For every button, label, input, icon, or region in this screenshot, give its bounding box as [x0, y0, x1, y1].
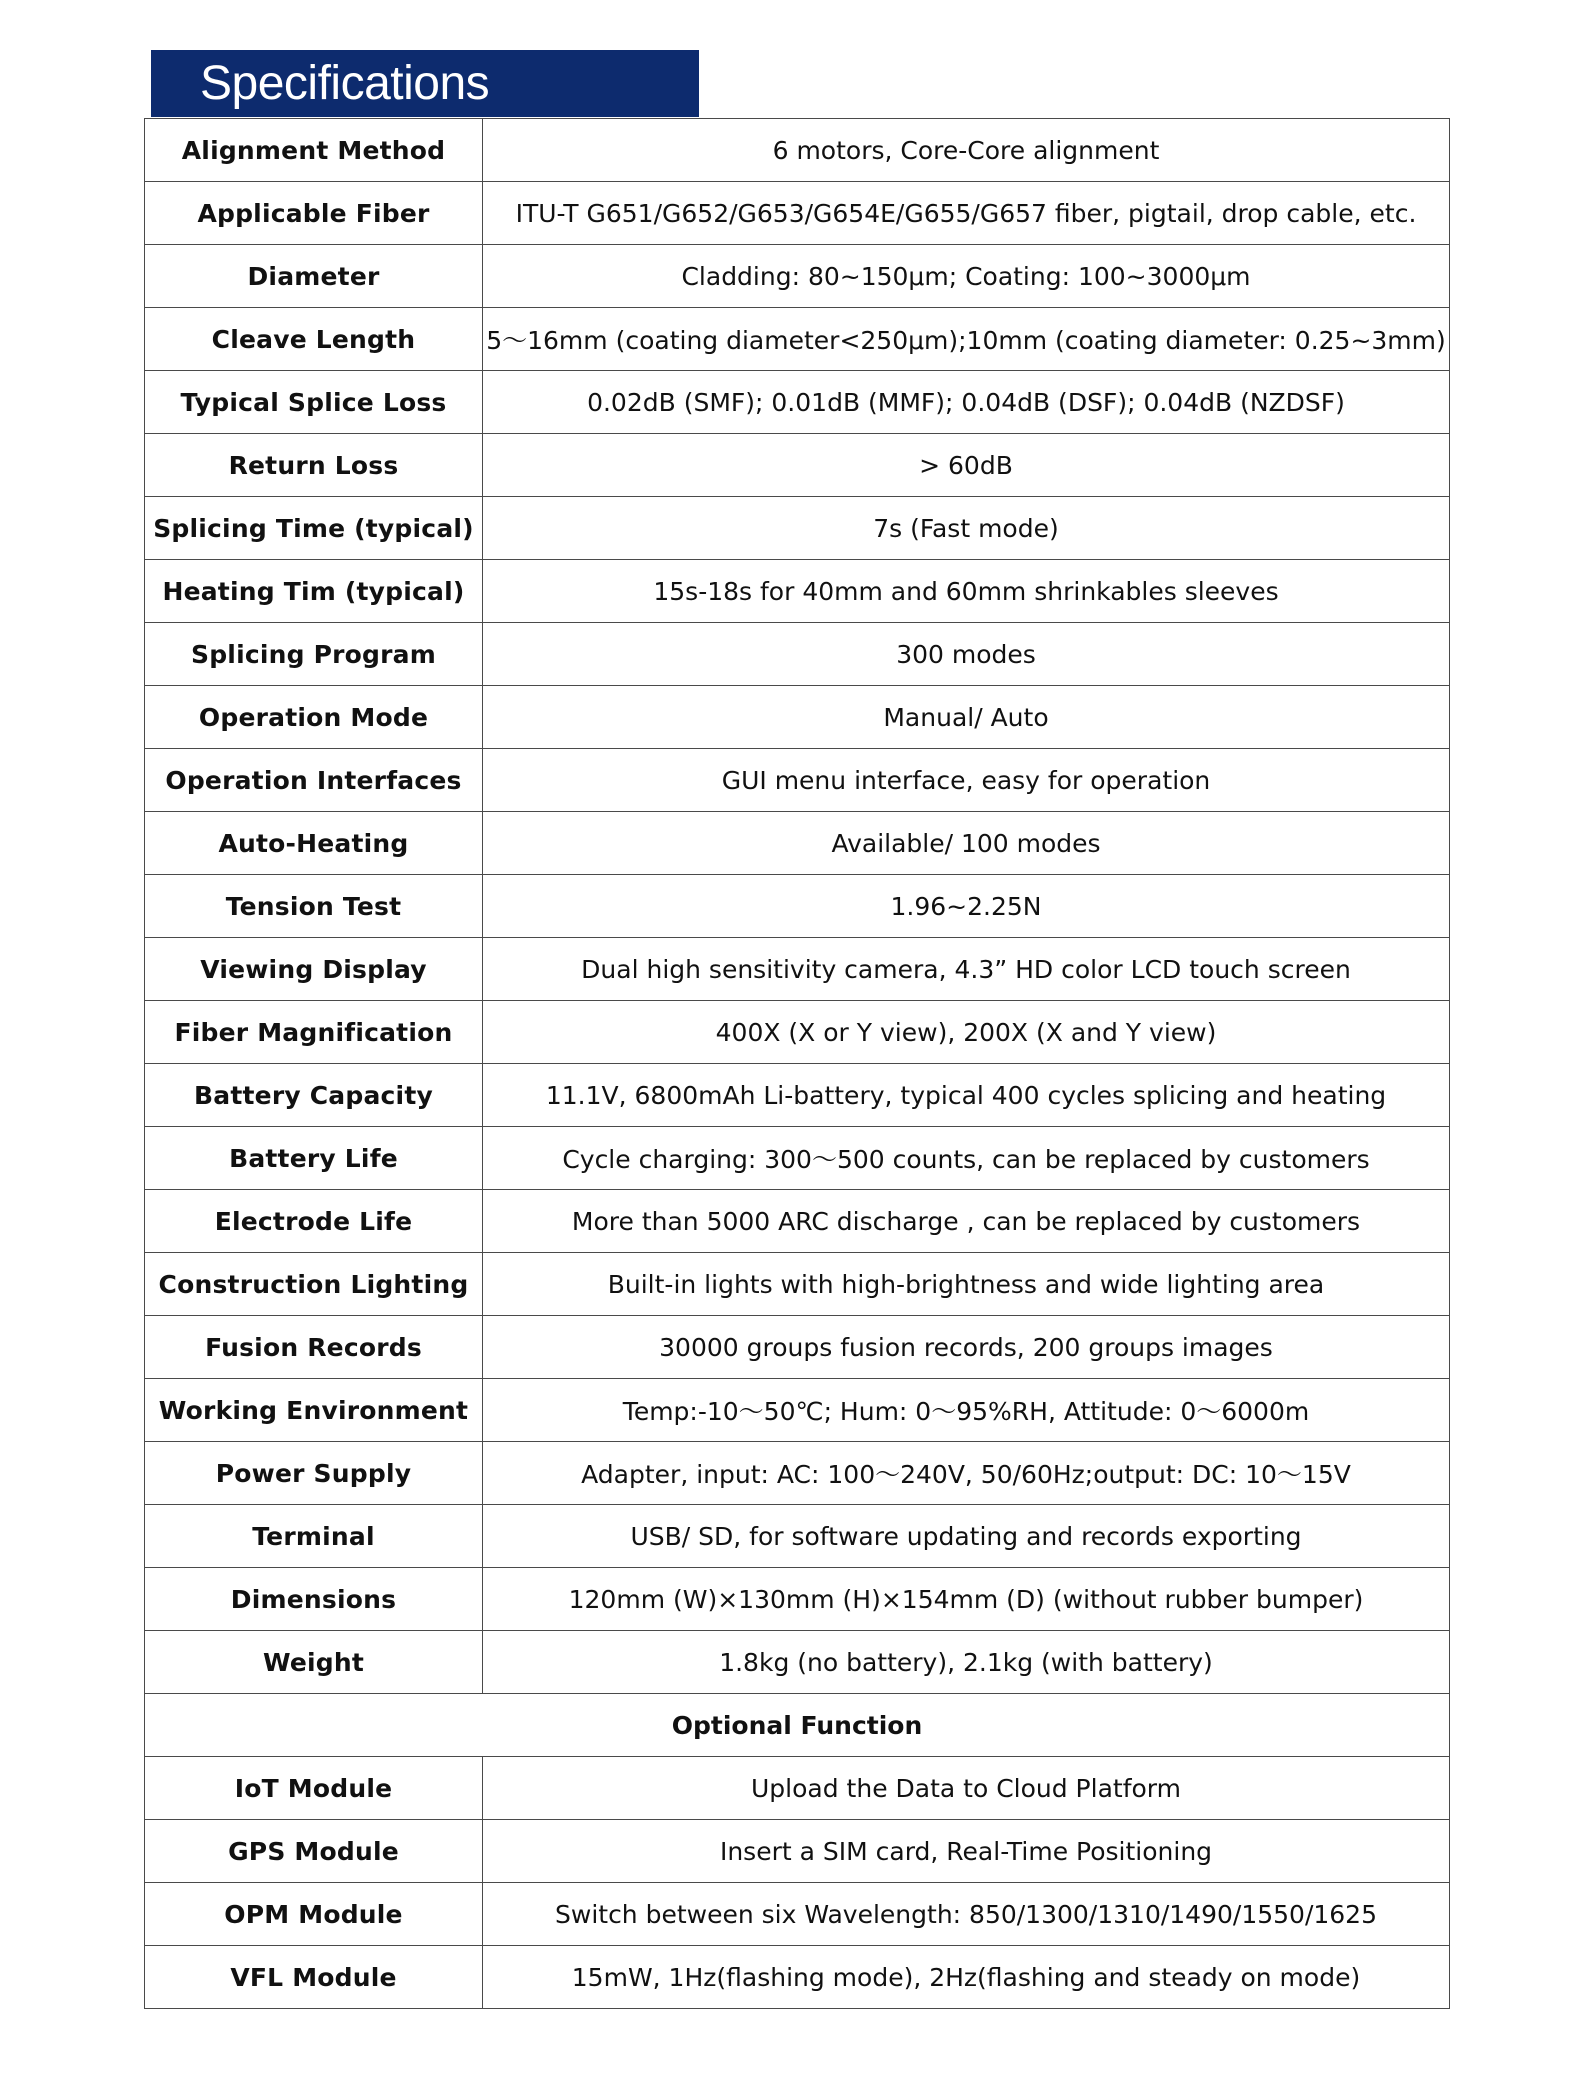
- spec-label: Battery Capacity: [145, 1064, 483, 1127]
- spec-row: [145, 371, 1450, 434]
- spec-label: Working Environment: [145, 1379, 483, 1442]
- spec-value: 15s-18s for 40mm and 60mm shrinkables sleeves: [483, 560, 1450, 623]
- spec-value: 0.02dB (SMF); 0.01dB (MMF); 0.04dB (DSF); 0.04dB (NZDSF): [483, 371, 1450, 434]
- spec-value: Available/ 100 modes: [483, 812, 1450, 875]
- spec-label: Construction Lighting: [145, 1253, 483, 1316]
- spec-value: Cladding: 80~150μm; Coating: 100~3000μm: [483, 245, 1450, 308]
- spec-label: Auto-Heating: [145, 812, 483, 875]
- spec-row: [145, 1001, 1450, 1064]
- spec-label: Battery Life: [145, 1127, 483, 1190]
- spec-row: [145, 1442, 1450, 1505]
- spec-value: 15mW, 1Hz(flashing mode), 2Hz(flashing and steady on mode): [483, 1946, 1450, 2009]
- spec-value: Built-in lights with high-brightness and wide lighting area: [483, 1253, 1450, 1316]
- spec-label: Electrode Life: [145, 1190, 483, 1253]
- spec-label: Applicable Fiber: [145, 182, 483, 245]
- optional-function-row: [145, 1694, 1450, 1757]
- spec-row: [145, 749, 1450, 812]
- spec-value: Manual/ Auto: [483, 686, 1450, 749]
- spec-value: 5～16mm (coating diameter<250μm);10mm (coating diameter: 0.25~3mm): [483, 308, 1450, 371]
- spec-row: [145, 1946, 1450, 2009]
- spec-label: Fiber Magnification: [145, 1001, 483, 1064]
- spec-value: 6 motors, Core-Core alignment: [483, 119, 1450, 182]
- spec-label: Alignment Method: [145, 119, 483, 182]
- spec-row: [145, 308, 1450, 371]
- spec-row: [145, 686, 1450, 749]
- specifications-header: [151, 50, 699, 117]
- spec-label: Operation Interfaces: [145, 749, 483, 812]
- spec-row: [145, 938, 1450, 1001]
- spec-label: Operation Mode: [145, 686, 483, 749]
- spec-label: Diameter: [145, 245, 483, 308]
- spec-value: Dual high sensitivity camera, 4.3” HD color LCD touch screen: [483, 938, 1450, 1001]
- spec-value: 7s (Fast mode): [483, 497, 1450, 560]
- spec-value: 11.1V, 6800mAh Li-battery, typical 400 cycles splicing and heating: [483, 1064, 1450, 1127]
- spec-row: [145, 119, 1450, 182]
- spec-value: 30000 groups fusion records, 200 groups images: [483, 1316, 1450, 1379]
- spec-row: [145, 1568, 1450, 1631]
- spec-row: [145, 497, 1450, 560]
- spec-value: More than 5000 ARC discharge , can be replaced by customers: [483, 1190, 1450, 1253]
- specifications-table: [144, 118, 1450, 2009]
- optional-function-heading: Optional Function: [145, 1694, 1450, 1757]
- spec-label: OPM Module: [145, 1883, 483, 1946]
- spec-row: [145, 1505, 1450, 1568]
- spec-row: [145, 560, 1450, 623]
- spec-value: USB/ SD, for software updating and records exporting: [483, 1505, 1450, 1568]
- spec-value: > 60dB: [483, 434, 1450, 497]
- spec-label: GPS Module: [145, 1820, 483, 1883]
- spec-value: 1.8kg (no battery), 2.1kg (with battery): [483, 1631, 1450, 1694]
- spec-label: Fusion Records: [145, 1316, 483, 1379]
- spec-label: Power Supply: [145, 1442, 483, 1505]
- spec-label: Tension Test: [145, 875, 483, 938]
- spec-value: Cycle charging: 300～500 counts, can be replaced by customers: [483, 1127, 1450, 1190]
- spec-label: Typical Splice Loss: [145, 371, 483, 434]
- spec-value: Temp:-10～50℃; Hum: 0～95%RH, Attitude: 0～6000m: [483, 1379, 1450, 1442]
- spec-row: [145, 1253, 1450, 1316]
- spec-label: Splicing Program: [145, 623, 483, 686]
- spec-value: GUI menu interface, easy for operation: [483, 749, 1450, 812]
- spec-row: [145, 1064, 1450, 1127]
- spec-label: Heating Tim (typical): [145, 560, 483, 623]
- spec-label: Splicing Time (typical): [145, 497, 483, 560]
- spec-row: [145, 245, 1450, 308]
- spec-row: [145, 623, 1450, 686]
- spec-value: Upload the Data to Cloud Platform: [483, 1757, 1450, 1820]
- spec-value: Adapter, input: AC: 100～240V, 50/60Hz;output: DC: 10～15V: [483, 1442, 1450, 1505]
- spec-row: [145, 812, 1450, 875]
- spec-label: Viewing Display: [145, 938, 483, 1001]
- spec-row: [145, 1127, 1450, 1190]
- spec-row: [145, 875, 1450, 938]
- spec-label: Weight: [145, 1631, 483, 1694]
- spec-label: IoT Module: [145, 1757, 483, 1820]
- spec-value: 300 modes: [483, 623, 1450, 686]
- spec-row: [145, 1379, 1450, 1442]
- spec-row: [145, 434, 1450, 497]
- spec-value: Switch between six Wavelength: 850/1300/1310/1490/1550/1625: [483, 1883, 1450, 1946]
- spec-row: [145, 1190, 1450, 1253]
- spec-label: VFL Module: [145, 1946, 483, 2009]
- spec-row: [145, 1757, 1450, 1820]
- spec-row: [145, 182, 1450, 245]
- spec-label: Return Loss: [145, 434, 483, 497]
- spec-row: [145, 1883, 1450, 1946]
- page-title: Specifications: [200, 57, 490, 110]
- spec-row: [145, 1820, 1450, 1883]
- spec-value: 1.96~2.25N: [483, 875, 1450, 938]
- spec-value: 120mm (W)×130mm (H)×154mm (D) (without rubber bumper): [483, 1568, 1450, 1631]
- spec-value: ITU-T G651/G652/G653/G654E/G655/G657 fiber, pigtail, drop cable, etc.: [483, 182, 1450, 245]
- spec-row: [145, 1631, 1450, 1694]
- spec-label: Cleave Length: [145, 308, 483, 371]
- spec-label: Dimensions: [145, 1568, 483, 1631]
- spec-label: Terminal: [145, 1505, 483, 1568]
- spec-value: Insert a SIM card, Real-Time Positioning: [483, 1820, 1450, 1883]
- spec-value: 400X (X or Y view), 200X (X and Y view): [483, 1001, 1450, 1064]
- spec-row: [145, 1316, 1450, 1379]
